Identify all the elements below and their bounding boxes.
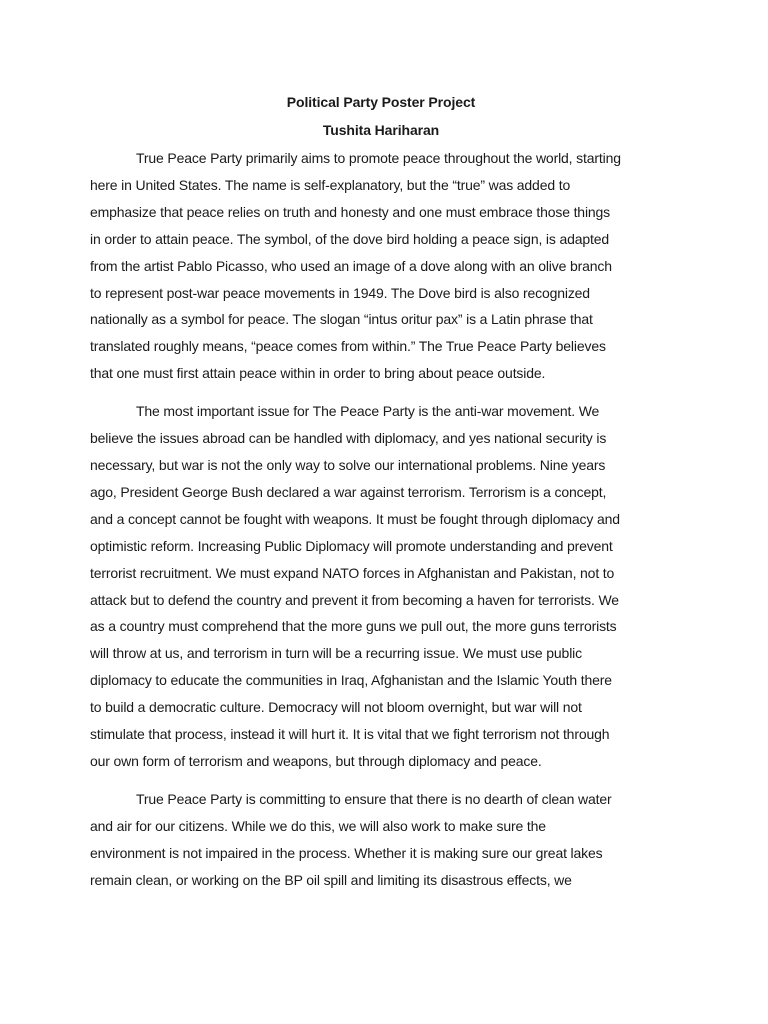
paragraph-line: our own form of terrorism and weapons, but through diplomacy and peace.: [90, 752, 542, 769]
document-title: Political Party Poster Project: [286, 94, 476, 110]
paragraph-line: The most important issue for The Peace Party is the anti-war movement. We: [136, 403, 600, 420]
paragraph-line: stimulate that process, instead it will hurt it. It is vital that we fight terrorism not through: [90, 726, 610, 743]
paragraph-line: ago, President George Bush declared a war against terrorism. Terrorism is a concept,: [90, 483, 607, 500]
paragraph-line: True Peace Party is committing to ensure that there is no dearth of clean water: [136, 790, 612, 807]
paragraph-line: attack but to defend the country and prevent it from becoming a haven for terrorists. We: [90, 591, 619, 608]
paragraph-line: nationally as a symbol for peace. The slogan “intus oritur pax” is a Latin phrase that: [90, 311, 593, 328]
paragraph-line: to build a democratic culture. Democracy will not bloom overnight, but war will not: [90, 699, 582, 716]
paragraph-line: necessary, but war is not the only way to solve our international problems. Nine years: [90, 456, 606, 473]
paragraph-line: in order to attain peace. The symbol, of the dove bird holding a peace sign, is adapted: [90, 230, 610, 247]
paragraph-line: here in United States. The name is self-explanatory, but the “true” was added to: [90, 176, 571, 193]
paragraph-line: optimistic reform. Increasing Public Diplomacy will promote understanding and prevent: [90, 537, 613, 554]
paragraph-line: remain clean, or working on the BP oil spill and limiting its disastrous effects, we: [90, 871, 572, 888]
paragraph-line: translated roughly means, “peace comes from within.” The True Peace Party believes: [90, 338, 606, 355]
document-author: Tushita Hariharan: [322, 122, 440, 138]
paragraph-1: [90, 145, 672, 387]
document-body: [90, 92, 672, 904]
paragraph-line: will throw at us, and terrorism in turn will be a recurring issue. We must use public: [90, 645, 582, 662]
paragraph-line: terrorist recruitment. We must expand NATO forces in Afghanistan and Pakistan, not to: [90, 564, 615, 581]
paragraph-line: that one must first attain peace within in order to bring about peace outside.: [90, 365, 546, 382]
paragraph-line: believe the issues abroad can be handled with diplomacy, and yes national security is: [90, 430, 607, 447]
paragraph-line: True Peace Party primarily aims to promote peace throughout the world, starting: [136, 150, 621, 166]
paragraph-line: to represent post-war peace movements in 1949. The Dove bird is also recognized: [90, 284, 590, 301]
paragraph-line: diplomacy to educate the communities in Iraq, Afghanistan and the Islamic Youth there: [90, 672, 612, 689]
paragraph-line: environment is not impaired in the process. Whether it is making sure our great lakes: [90, 844, 603, 861]
paragraph-line: as a country must comprehend that the more guns we pull out, the more guns terrorists: [90, 618, 617, 635]
paragraph-line: emphasize that peace relies on truth and honesty and one must embrace those things: [90, 203, 611, 220]
paragraph-line: and a concept cannot be fought with weapons. It must be fought through diplomacy and: [90, 510, 620, 527]
paragraph-line: from the artist Pablo Picasso, who used an image of a dove along with an olive branch: [90, 257, 612, 274]
paragraph-2: [90, 398, 672, 775]
paragraph-line: and air for our citizens. While we do this, we will also work to make sure the: [90, 817, 546, 834]
paragraph-3: [90, 786, 672, 894]
